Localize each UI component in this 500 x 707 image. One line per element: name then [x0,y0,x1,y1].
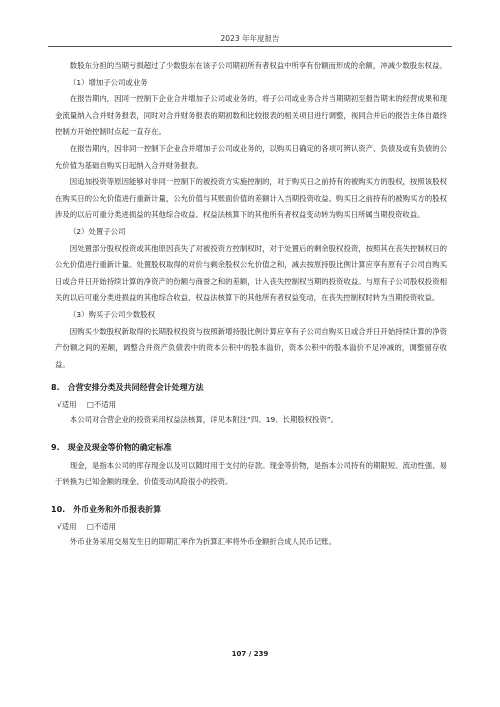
section-9-text: 现金，是指本公司的库存现金以及可以随时用于支付的存款。现金等价物，是指本公司持有的期限短、流动性强、易于转换为已知金额的现金、价值变动风险很小的投资。 [55,460,447,487]
not-applicable-unchecked: □不适用 [86,522,117,532]
applicable-checked: √适用 [57,522,77,532]
page-number: 107 / 239 [231,650,269,658]
section-8-text: 本公司对合营企业的投资采用权益法核算，详见本附注“四、19、长期股权投资”。 [69,415,339,425]
subheading-add-subsidiary: （1）增加子公司或业务 [69,77,148,87]
paragraph-non-same-control: 在报告期内，因非同一控制下企业合并增加子公司或业务的，以购买日确定的各项可辨认资产、负债及或有负债的公允价值为基础自购买日起纳入合并财务报表。 [55,143,447,170]
paragraph-minority-loss: 数股东分担的当期亏损超过了少数股东在该子公司期初所有者权益中所享有份额而形成的余额，冲减少数股东权益。 [69,61,447,70]
section-8-applicability [55,398,447,412]
paragraph-buy-minority: 因购买少数股权新取得的长期股权投资与按照新增持股比例计算应享有子公司自购买日或合并日开始持续计算的净资产份额之间的差额，调整合并资产负债表中的资本公积中的股本溢价，资本公积中的股本溢价不足冲减的，调整留存收益。 [55,326,447,369]
paragraph-dispose: 因处置部分股权投资或其他原因丧失了对被投资方控制权时，对于处置后的剩余股权投资，按照其在丧失控制权日的公允价值进行重新计量。处置股权取得的对价与剩余股权公允价值之和，减去按原持股比例计算应享有原有子公司自购买日或合并日开始持续计算的净资产的份额与商誉之和的差额，计入丧失控制权当期的投资收益。与原有子公司股权投资相关的以后可重分类进损益的其他综合收益、权益法核算下的其他所有者权益变动，在丧失控制权时转为当期投资收益。 [55,243,447,303]
subheading-dispose-subsidiary: （2）处置子公司 [69,226,126,236]
section-8-title: 8. 合营安排分类及共同经营会计处理方法 [51,383,204,393]
subheading-buy-minority: （3）购买子公司少数股权 [69,309,156,319]
section-10-title: 10. 外币业务和外币报表折算 [51,505,162,515]
page-header: 2023 年年度报告 [220,34,280,43]
not-applicable-unchecked: □不适用 [86,400,117,410]
header-divider [48,46,452,47]
paragraph-same-control: 在报告期内，因同一控制下企业合并增加子公司或业务的，将子公司或业务合并当期期初至报告期末的经营成果和现金流量纳入合并财务报表，同时对合并财务报表的期初数和比较报表的相关项目进行调整，视同合并后的报告主体自最终控制方开始控制时点起一直存在。 [55,94,447,137]
document-body [51,58,447,551]
section-10-text: 外币业务采用交易发生日的即期汇率作为折算汇率将外币金额折合成人民币记账。 [69,537,336,547]
section-9-title: 9. 现金及现金等价物的确定标准 [51,442,172,452]
section-10-applicability [55,520,447,534]
applicable-checked: √适用 [57,400,77,410]
paragraph-additional-investment: 因追加投资等原因能够对非同一控制下的被投资方实施控制的，对于购买日之前持有的被购买方的股权，按照该股权在购买日的公允价值进行重新计量，公允价值与其账面价值的差额计入当期投资收益。购买日之前持有的被购买方的股权涉及的以后可重分类进损益的其他综合收益、权益法核算下的其他所有者权益变动转为购买日所属当期投资收益。 [55,177,447,220]
